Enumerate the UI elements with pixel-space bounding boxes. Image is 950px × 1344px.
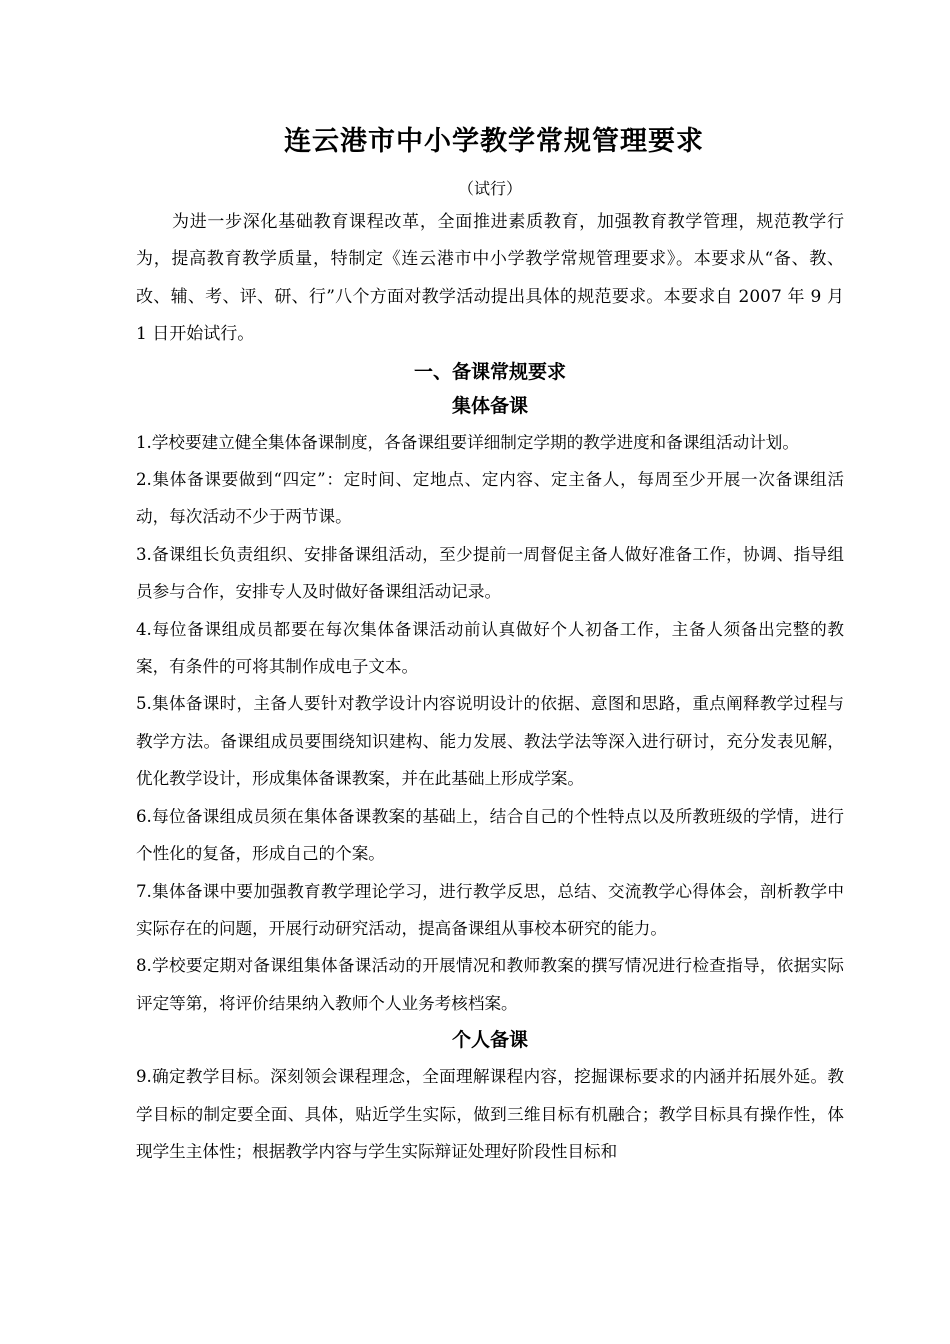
list-item: 4.每位备课组成员都要在每次集体备课活动前认真做好个人初备工作，主备人须备出完整的教案，有条件的可将其制作成电子文本。 xyxy=(136,619,844,677)
list-item: 2.集体备课要做到“四定”：定时间、定地点、定内容、定主备人，每周至少开展一次备课组活动，每次活动不少于两节课。 xyxy=(136,470,844,527)
subsection-heading-collective: 集体备课 xyxy=(451,394,528,417)
list-item: 3.备课组长负责组织、安排备课组活动，至少提前一周督促主备人做好准备工作，协调、指导组员参与合作，安排专人及时做好备课组活动记录。 xyxy=(136,544,844,602)
list-item: 1.学校要建立健全集体备课制度，各备课组要详细制定学期的教学进度和备课组活动计划。 xyxy=(136,432,799,452)
intro-paragraph: 为进一步深化基础教育课程改革，全面推进素质教育，加强教育教学管理，规范教学行为，提高教育教学质量，特制定《连云港市中小学教学常规管理要求》。本要求从“备、教、改、辅、考、评、研、行”八个方面对教学活动提出具体的规范要求。本要求自 2007 年 9 月 1 日开始试行。 xyxy=(136,212,844,345)
list-item: 9.确定教学目标。深刻领会课程理念，全面理解课程内容，挖掘课标要求的内涵并拓展外延。教学目标的制定要全面、具体，贴近学生实际，做到三维目标有机融合；教学目标具有操作性，体现学生主体性；根据教学内容与学生实际辩证处理好阶段性目标和 xyxy=(136,1067,844,1161)
list-item: 5.集体备课时，主备人要针对教学设计内容说明设计的依据、意图和思路，重点阐释教学过程与教学方法。备课组成员要围绕知识建构、能力发展、教法学法等深入进行研讨，充分发表见解，优化教学设计，形成集体备课教案，并在此基础上形成学案。 xyxy=(136,694,844,789)
document-subtitle: （试行） xyxy=(457,179,522,198)
list-item: 7.集体备课中要加强教育教学理论学习，进行教学反思，总结、交流教学心得体会，剖析教学中实际存在的问题，开展行动研究活动，提高备课组从事校本研究的能力。 xyxy=(136,881,844,938)
section-heading: 一、备课常规要求 xyxy=(413,360,566,383)
list-item: 6.每位备课组成员须在集体备课教案的基础上，结合自己的个性特点以及所教班级的学情，进行个性化的复备，形成自己的个案。 xyxy=(136,806,844,864)
subsection-heading-individual: 个人备课 xyxy=(451,1029,528,1052)
list-item: 8.学校要定期对备课组集体备课活动的开展情况和教师教案的撰写情况进行检查指导，依据实际评定等第，将评价结果纳入教师个人业务考核档案。 xyxy=(136,956,844,1013)
document-title: 连云港市中小学教学常规管理要求 xyxy=(284,126,704,157)
document-page xyxy=(136,118,844,1170)
